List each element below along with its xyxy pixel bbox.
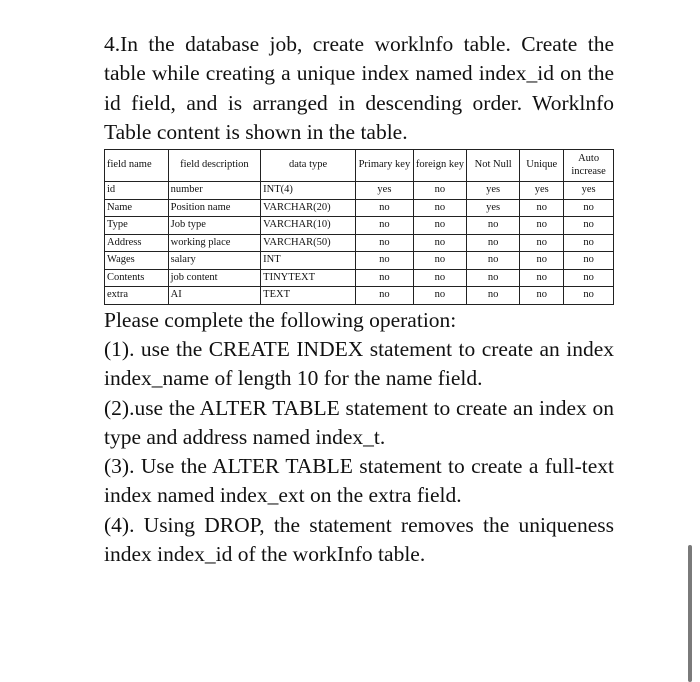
header-cell: Auto increase — [564, 150, 614, 182]
table-cell: yes — [356, 182, 414, 200]
operation-prompt: Please complete the following operation: — [104, 307, 457, 332]
table-row — [105, 234, 614, 252]
table-cell: yes — [520, 182, 564, 200]
table-cell: no — [356, 269, 414, 287]
table-cell: no — [356, 287, 414, 305]
table-cell: Contents — [105, 269, 169, 287]
table-cell: no — [356, 217, 414, 235]
table-cell: no — [564, 234, 614, 252]
table-cell: no — [413, 287, 466, 305]
table-cell: Address — [105, 234, 169, 252]
table-cell: salary — [168, 252, 261, 270]
table-body — [105, 182, 614, 305]
operation-item-1: (1). use the CREATE INDEX statement to create an index index_name of length 10 for the name field. — [104, 336, 614, 391]
table-cell: no — [413, 234, 466, 252]
table-cell: VARCHAR(10) — [261, 217, 356, 235]
header-cell: foreign key — [413, 150, 466, 182]
scrollbar[interactable] — [688, 545, 692, 682]
operation-item-4: (4). Using DROP, the statement removes the uniqueness index index_id of the workInfo table. — [104, 512, 614, 567]
table-row — [105, 182, 614, 200]
table-cell: no — [467, 252, 520, 270]
question-intro: 4.In the database job, create worklnfo table. Create the table while creating a unique index named index_id on the id field, and is arranged in descending order. Worklnfo Table content is shown in the table. — [104, 32, 614, 144]
table-header-row — [105, 150, 614, 182]
table-row — [105, 287, 614, 305]
table-cell: no — [564, 217, 614, 235]
header-cell: data type — [261, 150, 356, 182]
table-cell: VARCHAR(20) — [261, 199, 356, 217]
table-cell: no — [520, 269, 564, 287]
header-cell: Unique — [520, 150, 564, 182]
header-cell: field description — [168, 150, 261, 182]
header-cell: Primary key — [356, 150, 414, 182]
table-cell: no — [356, 234, 414, 252]
table-cell: Job type — [168, 217, 261, 235]
table-row — [105, 217, 614, 235]
table-cell: no — [467, 287, 520, 305]
table-cell: no — [564, 287, 614, 305]
table-cell: yes — [467, 182, 520, 200]
table-cell: no — [564, 199, 614, 217]
table-cell: no — [356, 252, 414, 270]
header-cell: field name — [105, 150, 169, 182]
table-row — [105, 252, 614, 270]
table-cell: no — [356, 199, 414, 217]
operation-item-2: (2).use the ALTER TABLE statement to create an index on type and address named index_t. — [104, 395, 614, 449]
table-cell: INT(4) — [261, 182, 356, 200]
table-cell: no — [413, 217, 466, 235]
table-cell: number — [168, 182, 261, 200]
table-cell: no — [564, 252, 614, 270]
operation-item-3: (3). Use the ALTER TABLE statement to create a full-text index named index_ext on the extra field. — [104, 454, 614, 508]
table-cell: TEXT — [261, 287, 356, 305]
workinfo-table — [104, 149, 614, 305]
table-cell: job content — [168, 269, 261, 287]
table-cell: yes — [467, 199, 520, 217]
table-cell: no — [520, 217, 564, 235]
table-cell: no — [413, 269, 466, 287]
table-cell: no — [520, 287, 564, 305]
table-cell: no — [520, 252, 564, 270]
table-cell: Position name — [168, 199, 261, 217]
header-cell: Not Null — [467, 150, 520, 182]
table-cell: VARCHAR(50) — [261, 234, 356, 252]
table-cell: AI — [168, 287, 261, 305]
table-cell: Name — [105, 199, 169, 217]
table-cell: working place — [168, 234, 261, 252]
table-cell: yes — [564, 182, 614, 200]
table-cell: no — [467, 269, 520, 287]
table-row — [105, 199, 614, 217]
table-cell: no — [467, 234, 520, 252]
table-cell: extra — [105, 287, 169, 305]
table-cell: INT — [261, 252, 356, 270]
table-cell: no — [520, 199, 564, 217]
table-cell: Wages — [105, 252, 169, 270]
question-content — [104, 30, 614, 569]
table-cell: Type — [105, 217, 169, 235]
table-cell: no — [413, 199, 466, 217]
table-cell: TINYTEXT — [261, 269, 356, 287]
table-cell: no — [564, 269, 614, 287]
table-cell: no — [413, 182, 466, 200]
table-cell: no — [520, 234, 564, 252]
table-cell: no — [413, 252, 466, 270]
table-cell: id — [105, 182, 169, 200]
table-row — [105, 269, 614, 287]
table-cell: no — [467, 217, 520, 235]
